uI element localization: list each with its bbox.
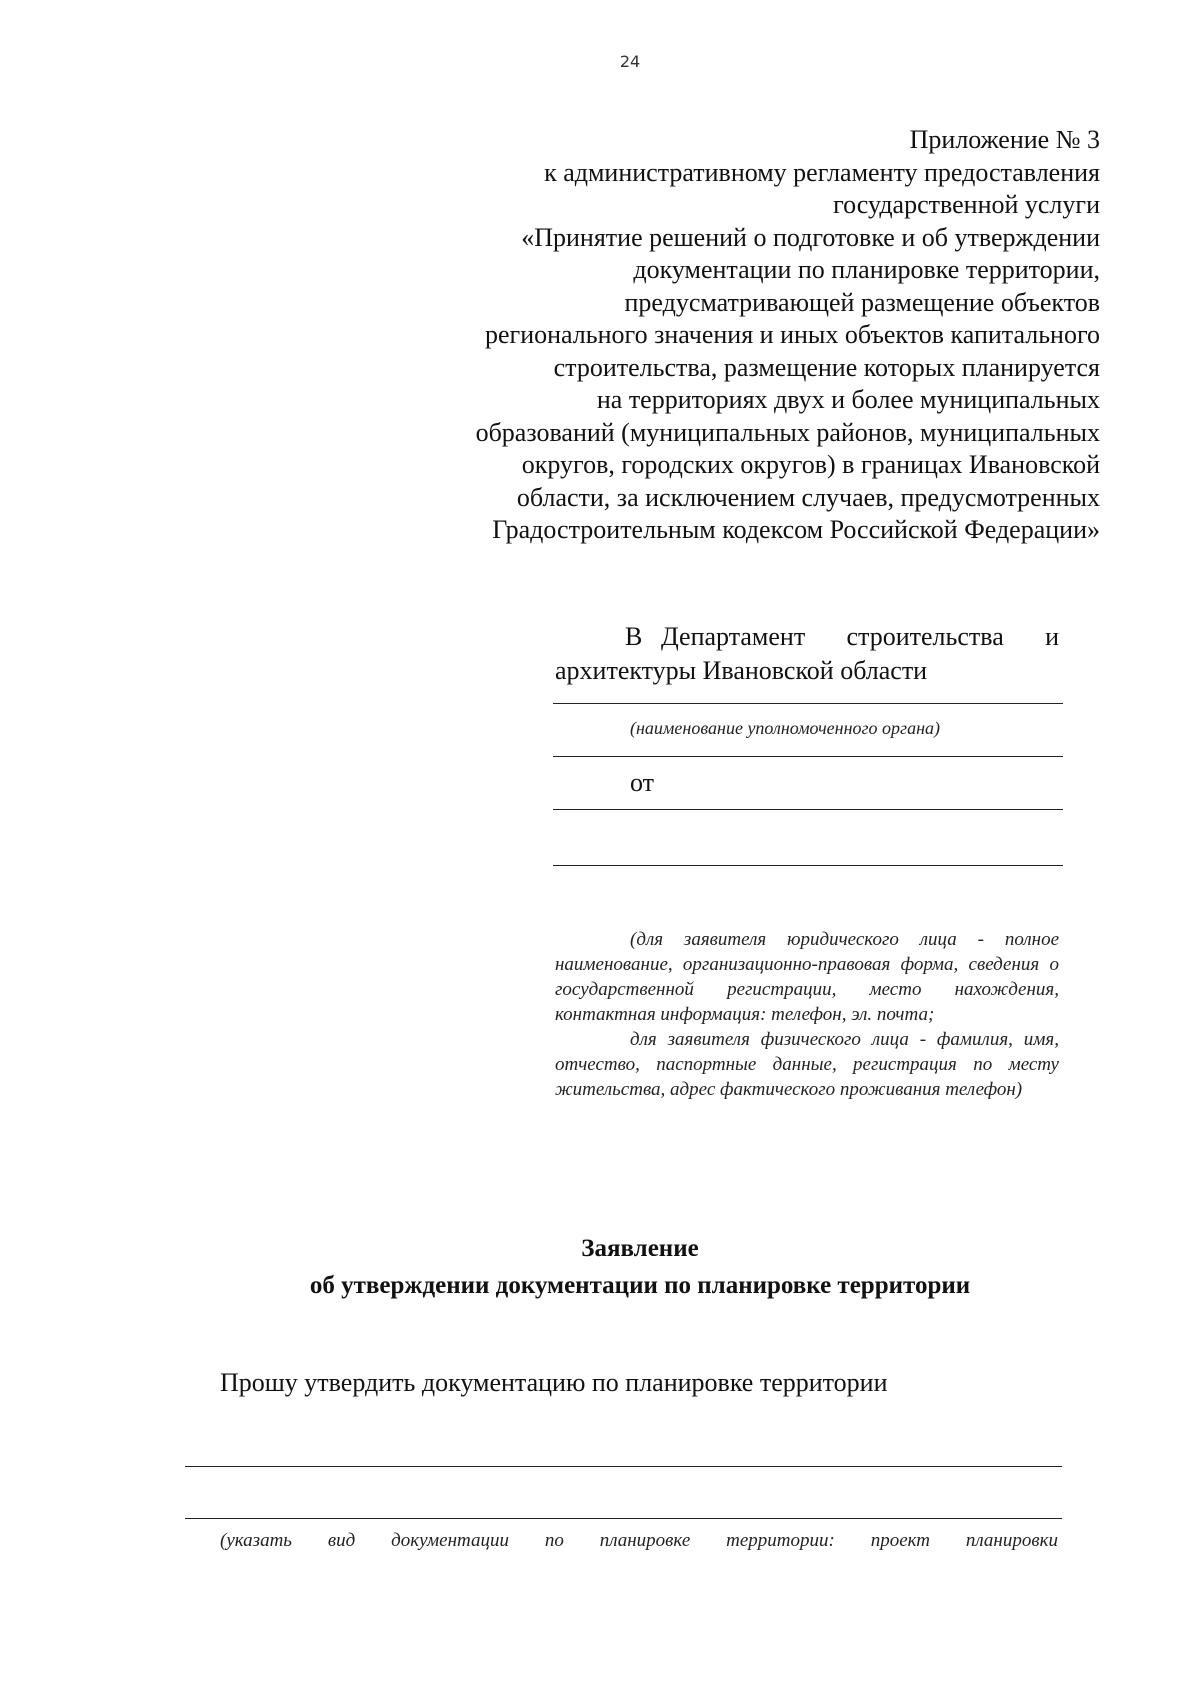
applicant-note xyxy=(555,927,1059,1102)
appendix-line: строительства, размещение которых планируется xyxy=(553,352,1100,382)
appendix-line: на территориях двух и более муниципальных xyxy=(596,385,1100,414)
addressee-line1-text: Департамент строительства и xyxy=(661,622,1059,651)
legal-entity-note: (для заявителя юридического лица - полное наименование, организационно-правовая форма, сведения о государственной регистрации, место нахождения, контактная информация: телефон, эл. почта; xyxy=(555,929,1059,1025)
addressee-line1 xyxy=(625,620,1059,654)
addressee-prefix: В xyxy=(625,622,643,651)
doc-type-note-word: вид xyxy=(327,1530,356,1551)
appendix-line: области, за исключением случаев, предусмотренных xyxy=(516,482,1100,512)
authority-underline xyxy=(553,756,1063,757)
appendix-line: округов, городских округов) в границах Ивановской xyxy=(521,450,1100,479)
authority-caption: (наименование уполномоченного органа) xyxy=(630,718,940,738)
page-number: 24 xyxy=(619,52,641,71)
title-line1: Заявление xyxy=(581,1235,699,1262)
request-text: Прошу утвердить документацию по планировке территории xyxy=(220,1368,888,1397)
doc-type-note-word: планировки xyxy=(965,1530,1058,1551)
appendix-line: образований (муниципальных районов, муниципальных xyxy=(475,417,1100,447)
appendix-line: «Принятие решений о подготовке и об утверждении xyxy=(521,222,1100,252)
appendix-line: государственной услуги xyxy=(833,190,1100,219)
appendix-line: к административному регламенту предоставления xyxy=(544,157,1100,187)
documentation-field-line xyxy=(185,1466,1062,1467)
applicant-underline xyxy=(553,865,1063,866)
appendix-line: предусматривающей размещение объектов xyxy=(624,287,1100,317)
title-line2: об утверждении документации по планировке территории xyxy=(309,1272,971,1299)
appendix-line: регионального значения и иных объектов капитального xyxy=(485,320,1100,349)
appendix-header xyxy=(380,124,1100,547)
from-underline xyxy=(553,809,1063,810)
doc-type-note-word: документации xyxy=(391,1530,509,1551)
addressee-line2: архитектуры Ивановской области xyxy=(555,656,928,685)
documentation-field-line xyxy=(185,1518,1062,1519)
doc-type-note xyxy=(220,1530,1058,1552)
doc-type-note-word: планировке xyxy=(599,1530,691,1551)
doc-type-note-word: по xyxy=(544,1530,564,1551)
appendix-line: Приложение № 3 xyxy=(909,125,1100,154)
doc-type-note-word: проект xyxy=(870,1530,931,1551)
document-title xyxy=(0,1230,1200,1304)
doc-type-note-word: территории: xyxy=(726,1530,835,1551)
appendix-line: документации по планировке территории, xyxy=(633,255,1100,284)
doc-type-note-word: (указать xyxy=(220,1530,292,1551)
from-label: от xyxy=(630,768,655,797)
addressee-underline xyxy=(553,703,1063,704)
addressee-text xyxy=(555,620,1059,654)
individual-note: для заявителя физического лица - фамилия, имя, отчество, паспортные данные, регистрация по месту жительства, адрес фактического проживания телефон) xyxy=(555,1029,1059,1100)
appendix-line: Градостроительным кодексом Российской Федерации» xyxy=(492,515,1100,544)
addressee-block xyxy=(555,620,1059,688)
